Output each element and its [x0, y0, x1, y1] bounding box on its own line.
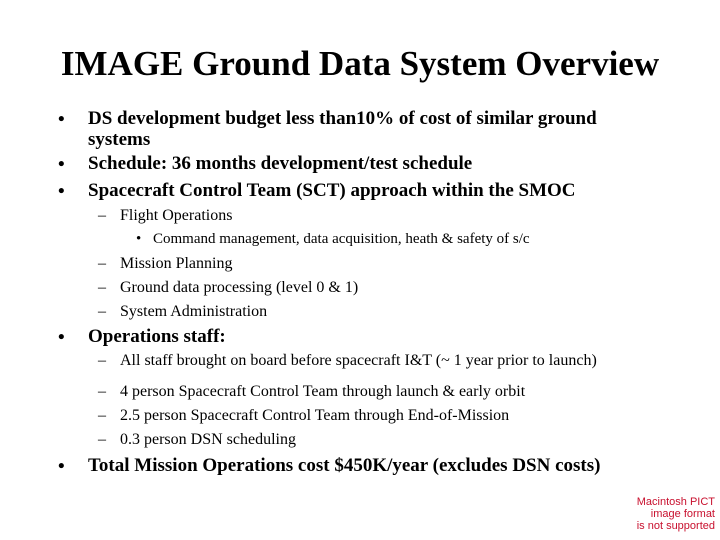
sub-dsn-scheduling: 0.3 person DSN scheduling — [120, 431, 296, 448]
subsub-command-management: Command management, data acquisition, heath & safety of s/c — [153, 231, 530, 247]
bullet-sct-approach: Spacecraft Control Team (SCT) approach within the SMOC — [88, 180, 576, 201]
bullet-marker: • — [58, 109, 65, 130]
pict-notice-line2: image format — [650, 508, 715, 520]
dash-marker: – — [98, 383, 106, 400]
bullet-budget-line2: systems — [88, 129, 151, 150]
sub-mission-planning: Mission Planning — [120, 255, 233, 272]
sub-staff-onboard: All staff brought on board before spacecraft I&T (~ 1 year prior to launch) — [120, 352, 597, 369]
sub-flight-operations: Flight Operations — [120, 207, 233, 224]
dash-marker: – — [98, 352, 106, 369]
sub-ground-data-processing: Ground data processing (level 0 & 1) — [120, 279, 359, 296]
bullet-marker: • — [58, 327, 65, 348]
bullet-marker: • — [136, 231, 142, 247]
dash-marker: – — [98, 255, 106, 272]
pict-notice-line3: is not supported — [636, 520, 715, 532]
sub-4-person-sct: 4 person Spacecraft Control Team through launch & early orbit — [120, 383, 526, 400]
bullet-marker: • — [58, 456, 65, 477]
bullet-marker: • — [58, 154, 65, 175]
bullet-total-cost: Total Mission Operations cost $450K/year (excludes DSN costs) — [88, 455, 601, 476]
dash-marker: – — [98, 431, 106, 448]
dash-marker: – — [98, 279, 106, 296]
dash-marker: – — [98, 207, 106, 224]
sub-2-5-person-sct: 2.5 person Spacecraft Control Team through End-of-Mission — [120, 407, 510, 424]
bullet-budget-line1: DS development budget less than10% of cost of similar ground — [88, 108, 597, 129]
dash-marker: – — [98, 407, 106, 424]
bullet-marker: • — [58, 181, 65, 202]
pict-unsupported-notice — [605, 496, 715, 532]
pict-notice-line1: Macintosh PICT — [636, 496, 715, 508]
bullet-schedule: Schedule: 36 months development/test schedule — [88, 153, 473, 174]
bullet-operations-staff: Operations staff: — [88, 326, 226, 347]
dash-marker: – — [98, 303, 106, 320]
sub-system-administration: System Administration — [120, 303, 268, 320]
slide-title: IMAGE Ground Data System Overview — [60, 44, 660, 83]
